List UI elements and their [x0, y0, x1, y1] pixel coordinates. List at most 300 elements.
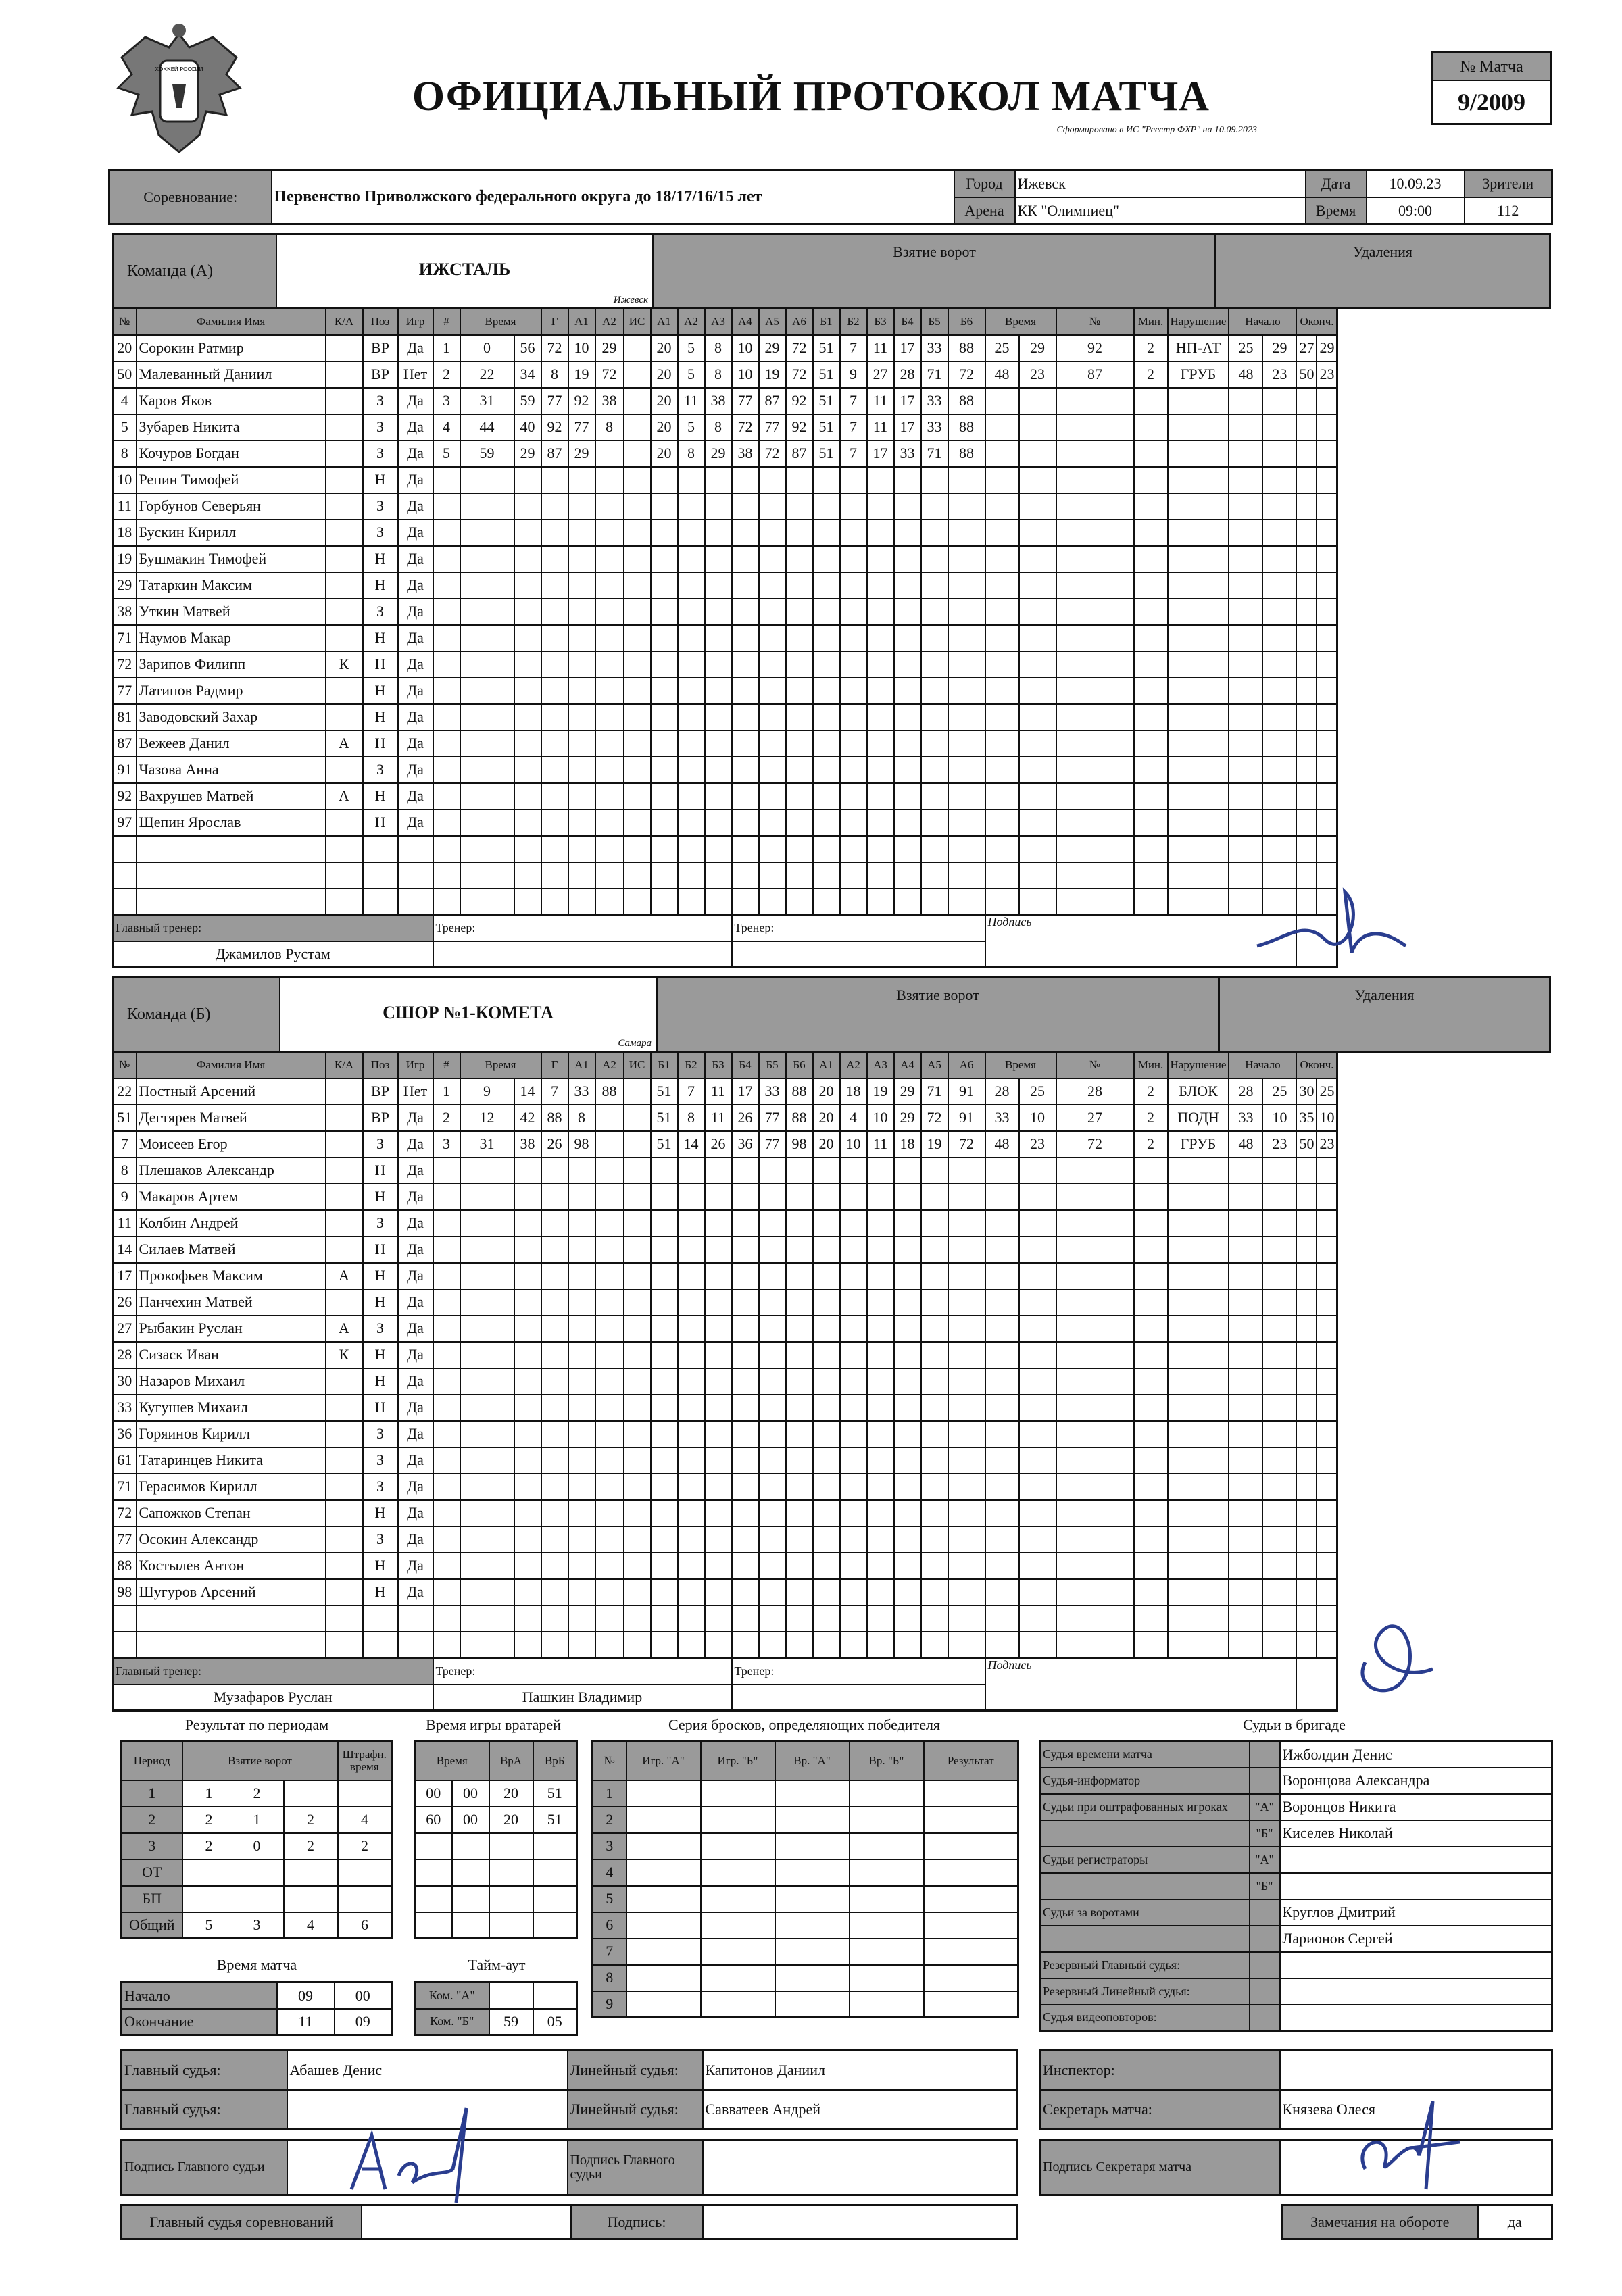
penalty-cell	[1296, 493, 1317, 520]
goal-cell	[867, 520, 894, 546]
goal-cell	[541, 678, 568, 704]
goal-cell: 71	[921, 441, 948, 467]
goal-cell	[514, 757, 541, 783]
player-name: Назаров Михаил	[137, 1368, 326, 1395]
player-number: 27	[113, 1316, 137, 1342]
shootout-num: 6	[593, 1912, 626, 1939]
player-number: 61	[113, 1447, 137, 1474]
penalty-cell	[1168, 493, 1229, 520]
goal-cell	[921, 1316, 948, 1342]
goal-col-header: Г	[541, 309, 568, 335]
penalty-cell	[985, 757, 1019, 783]
penalty-cell: 23	[1262, 1131, 1296, 1157]
goal-cell	[759, 1447, 786, 1474]
page-subtitle: Сформировано в ИС "Реестр ФХР" на 10.09.2023	[1056, 125, 1257, 135]
official-team	[1250, 1926, 1280, 1952]
goal-cell	[568, 520, 595, 546]
penalty-cell	[1134, 493, 1168, 520]
penalty-cell	[1296, 1263, 1317, 1289]
player-number: 91	[113, 757, 137, 783]
goal-cell	[867, 1579, 894, 1605]
goal-cell	[813, 862, 840, 889]
player-captain: К	[326, 1342, 363, 1368]
goal-cell	[541, 1447, 568, 1474]
official-name: Ларионов Сергей	[1280, 1926, 1552, 1952]
goal-cell	[433, 1316, 460, 1342]
goal-cell	[732, 546, 759, 572]
goal-cell	[840, 678, 867, 704]
goal-cell: 98	[568, 1131, 595, 1157]
goal-col-header: А2	[595, 309, 624, 335]
player-captain	[326, 889, 363, 915]
official-role: Судьи при оштрафованных игроках	[1040, 1794, 1250, 1820]
shootout-cell	[924, 1860, 1018, 1886]
penalty-cell	[1019, 546, 1056, 572]
team-b-section	[112, 976, 1551, 1713]
arena-label: Арена	[954, 197, 1015, 224]
goal-cell	[595, 783, 624, 809]
player-position: Н	[363, 678, 398, 704]
goal-cell	[705, 704, 732, 730]
line-ref-1-label: Линейный судья:	[568, 2051, 703, 2090]
shootout-row	[593, 1886, 1018, 1912]
penalty-cell	[1296, 1474, 1317, 1500]
goal-cell	[894, 1342, 921, 1368]
penalty-cell	[1262, 1184, 1296, 1210]
goal-cell	[786, 599, 813, 625]
goal-cell: 14	[678, 1131, 705, 1157]
goal-cell	[433, 1237, 460, 1263]
player-plays: Да	[398, 388, 433, 414]
goal-cell	[840, 783, 867, 809]
goal-cell: 71	[921, 361, 948, 388]
penalty-cell	[1229, 467, 1262, 493]
goal-cell	[678, 889, 705, 915]
shootout-cell	[775, 1780, 850, 1807]
player-row	[113, 1237, 1337, 1263]
goal-cell	[786, 1157, 813, 1184]
player-captain: А	[326, 1263, 363, 1289]
official-name	[1280, 2005, 1552, 2031]
goal-cell	[921, 467, 948, 493]
goal-col-header: Б4	[732, 1052, 759, 1078]
penalty-cell	[1056, 1579, 1134, 1605]
player-position: З	[363, 388, 398, 414]
goal-cell: 29	[759, 335, 786, 361]
goal-cell	[678, 1184, 705, 1210]
goal-cell	[948, 1605, 985, 1632]
player-position: Н	[363, 467, 398, 493]
goal-cell	[678, 757, 705, 783]
goal-cell	[541, 1579, 568, 1605]
player-position	[363, 862, 398, 889]
goal-cell	[595, 1184, 624, 1210]
penalty-cell	[1168, 1237, 1229, 1263]
team-a-goals-header: Взятие ворот	[652, 233, 1216, 309]
penalty-cell	[1019, 678, 1056, 704]
goal-cell: 51	[813, 335, 840, 361]
penalty-cell	[1229, 1553, 1262, 1579]
goal-cell: 88	[948, 388, 985, 414]
goal-cell	[705, 599, 732, 625]
goal-cell	[568, 1237, 595, 1263]
period-goals-b: 2	[253, 1785, 261, 1802]
timeout-a-s	[533, 1982, 577, 2009]
goal-cell	[786, 1500, 813, 1526]
goal-cell	[433, 1342, 460, 1368]
goal-col-header: А2	[678, 309, 705, 335]
chief-ref-label: Главный судья соревнований	[122, 2205, 362, 2239]
goal-cell	[813, 1237, 840, 1263]
penalty-cell: 30	[1296, 1078, 1317, 1105]
goal-cell	[541, 1395, 568, 1421]
player-row	[113, 783, 1337, 809]
goal-cell	[948, 809, 985, 836]
official-name: Киселев Николай	[1280, 1820, 1552, 1847]
coach-2-name	[732, 1684, 985, 1711]
goal-cell	[840, 651, 867, 678]
goal-cell	[732, 757, 759, 783]
penalty-cell	[985, 414, 1019, 441]
goal-cell: 12	[460, 1105, 514, 1131]
penalty-cell	[1229, 1605, 1262, 1632]
goal-cell	[705, 1237, 732, 1263]
goal-cell	[948, 1632, 985, 1658]
goal-cell	[433, 520, 460, 546]
goal-cell	[595, 1342, 624, 1368]
goal-cell	[705, 809, 732, 836]
penalty-cell: ПОДН	[1168, 1105, 1229, 1131]
goal-cell	[867, 1316, 894, 1342]
goal-cell: 17	[894, 335, 921, 361]
goalie-cell	[489, 1833, 533, 1860]
penalty-cell	[1134, 546, 1168, 572]
penalty-cell	[1262, 625, 1296, 651]
shootout-cell	[850, 1939, 924, 1965]
penalty-cell	[1134, 1342, 1168, 1368]
player-position: Н	[363, 1157, 398, 1184]
penalty-cell	[1296, 388, 1317, 414]
goal-cell: 2	[433, 361, 460, 388]
player-captain	[326, 546, 363, 572]
goal-col-header: А4	[894, 1052, 921, 1078]
player-position: Н	[363, 783, 398, 809]
penalty-cell	[1262, 520, 1296, 546]
goal-cell	[568, 678, 595, 704]
penalty-cell	[1019, 651, 1056, 678]
player-row	[113, 730, 1337, 757]
penalty-cell	[1317, 1447, 1337, 1474]
goal-cell	[514, 572, 541, 599]
player-plays: Да	[398, 599, 433, 625]
goal-cell: 9	[840, 361, 867, 388]
goal-cell	[813, 783, 840, 809]
player-name: Щепин Ярослав	[137, 809, 326, 836]
player-position	[363, 1605, 398, 1632]
penalty-cell	[1056, 1368, 1134, 1395]
goal-cell	[595, 1579, 624, 1605]
goal-cell	[840, 599, 867, 625]
goal-cell	[541, 467, 568, 493]
penalty-cell	[1056, 599, 1134, 625]
player-plays: Да	[398, 1368, 433, 1395]
goal-cell: 87	[541, 441, 568, 467]
penalty-cell	[1262, 467, 1296, 493]
goal-cell	[460, 1553, 514, 1579]
goal-cell	[786, 546, 813, 572]
player-name: Латипов Радмир	[137, 678, 326, 704]
goal-cell	[921, 889, 948, 915]
penalty-cell	[1168, 1316, 1229, 1342]
coach-1-label: Тренер:	[433, 1658, 732, 1684]
goal-cell	[732, 1368, 759, 1395]
goal-cell	[705, 1553, 732, 1579]
pen-col-header: Оконч.	[1296, 1052, 1337, 1078]
penalty-cell	[985, 1632, 1019, 1658]
goal-cell	[541, 1342, 568, 1368]
goal-cell	[460, 836, 514, 862]
goal-cell	[840, 1447, 867, 1474]
goalie-cell: 51	[533, 1807, 577, 1833]
penalty-cell	[1134, 1184, 1168, 1210]
goal-cell	[867, 862, 894, 889]
penalty-cell	[1317, 1553, 1337, 1579]
player-plays: Да	[398, 651, 433, 678]
goal-cell: 7	[840, 441, 867, 467]
player-plays: Да	[398, 1105, 433, 1131]
goal-cell	[948, 678, 985, 704]
shootout-cell	[924, 1807, 1018, 1833]
penalty-cell	[1262, 1474, 1296, 1500]
goal-cell	[595, 546, 624, 572]
roster-col-header: Фамилия Имя	[137, 1052, 326, 1078]
goalie-title: Время игры вратарей	[426, 1716, 561, 1733]
goal-cell: 11	[705, 1078, 732, 1105]
goal-cell	[921, 1632, 948, 1658]
penalty-cell	[1262, 1368, 1296, 1395]
goal-cell	[705, 520, 732, 546]
penalty-cell	[1296, 1447, 1317, 1474]
main-ref-sign-label: Подпись Главного судьи	[122, 2140, 287, 2195]
goal-cell	[624, 1447, 651, 1474]
goal-cell	[759, 809, 786, 836]
goalie-cell	[533, 1886, 577, 1912]
player-row	[113, 414, 1337, 441]
player-name	[137, 1632, 326, 1658]
goal-cell	[786, 1263, 813, 1289]
period-pen-a	[284, 1860, 338, 1886]
player-number	[113, 836, 137, 862]
goal-cell	[651, 1421, 678, 1447]
goal-cell	[624, 783, 651, 809]
goal-cell	[786, 572, 813, 599]
goal-cell	[541, 1157, 568, 1184]
goal-cell	[514, 1237, 541, 1263]
goal-cell	[840, 625, 867, 651]
goal-cell	[840, 1289, 867, 1316]
goal-cell	[678, 1395, 705, 1421]
goal-cell	[759, 1316, 786, 1342]
goal-cell	[568, 836, 595, 862]
period-goals-a: 2	[205, 1811, 213, 1828]
goal-cell	[705, 836, 732, 862]
shootout-cell	[701, 1939, 775, 1965]
penalty-cell	[1229, 1421, 1262, 1447]
goal-cell: 42	[514, 1105, 541, 1131]
pen-col-header: Нарушение	[1168, 309, 1229, 335]
goal-cell	[678, 1210, 705, 1237]
timeout-b-s: 05	[533, 2009, 577, 2035]
penalty-cell	[1134, 783, 1168, 809]
goal-cell	[894, 1368, 921, 1395]
penalty-cell	[1262, 809, 1296, 836]
goal-cell	[948, 467, 985, 493]
team-a-section	[112, 233, 1551, 970]
goal-cell	[514, 651, 541, 678]
goal-cell	[595, 1263, 624, 1289]
goal-cell	[624, 625, 651, 651]
official-row	[1040, 1794, 1552, 1820]
goal-cell: 87	[786, 441, 813, 467]
goal-cell	[624, 1342, 651, 1368]
match-end-m: 09	[335, 2009, 392, 2035]
goal-cell	[705, 1210, 732, 1237]
goal-cell	[705, 1157, 732, 1184]
goal-cell	[732, 1263, 759, 1289]
penalty-cell	[1229, 520, 1262, 546]
goal-col-header: А6	[948, 1052, 985, 1078]
goal-cell	[433, 467, 460, 493]
goal-cell	[948, 730, 985, 757]
goal-cell	[678, 467, 705, 493]
goal-cell	[651, 1184, 678, 1210]
goal-cell	[460, 572, 514, 599]
penalty-cell	[1229, 678, 1262, 704]
goal-cell	[433, 809, 460, 836]
official-role: Резервный Главный судья:	[1040, 1952, 1250, 1978]
shootout-cell	[850, 1807, 924, 1833]
penalty-cell: 10	[1019, 1105, 1056, 1131]
player-row	[113, 1184, 1337, 1210]
goal-cell	[514, 1474, 541, 1500]
penalty-cell	[1296, 1368, 1317, 1395]
goal-cell	[651, 546, 678, 572]
team-b-goals-header: Взятие ворот	[656, 976, 1220, 1053]
goal-cell	[541, 651, 568, 678]
goal-cell: 10	[867, 1105, 894, 1131]
goal-cell	[651, 651, 678, 678]
goal-cell	[433, 493, 460, 520]
penalty-cell	[1229, 836, 1262, 862]
goal-cell	[732, 836, 759, 862]
player-position: Н	[363, 651, 398, 678]
player-position: Н	[363, 704, 398, 730]
penalty-cell	[1229, 1263, 1262, 1289]
penalty-cell	[1019, 1632, 1056, 1658]
goal-cell	[894, 1553, 921, 1579]
player-plays: Да	[398, 678, 433, 704]
goal-cell	[624, 862, 651, 889]
official-name	[1280, 1952, 1552, 1978]
goal-cell	[541, 1289, 568, 1316]
penalty-cell: 28	[1229, 1078, 1262, 1105]
goal-cell	[514, 836, 541, 862]
goal-cell	[595, 441, 624, 467]
goal-cell: 17	[732, 1078, 759, 1105]
team-a-city: Ижевск	[613, 295, 648, 305]
goal-cell	[813, 1263, 840, 1289]
penalty-cell	[1056, 1605, 1134, 1632]
goal-cell	[921, 1421, 948, 1447]
goal-cell	[921, 1579, 948, 1605]
goal-cell	[759, 704, 786, 730]
penalty-cell	[985, 730, 1019, 757]
goal-cell	[624, 1316, 651, 1342]
player-position: Н	[363, 1342, 398, 1368]
penalty-cell	[1056, 1500, 1134, 1526]
goal-cell	[433, 836, 460, 862]
goal-cell	[705, 1395, 732, 1421]
goal-cell: 33	[921, 414, 948, 441]
emblem-logo	[112, 20, 247, 162]
player-row	[113, 493, 1337, 520]
goal-cell: 20	[651, 335, 678, 361]
goal-cell	[541, 757, 568, 783]
period-pen-a: 2	[284, 1807, 338, 1833]
shootout-cell	[775, 1991, 850, 2018]
coach-1-label: Тренер:	[433, 915, 732, 941]
penalty-cell: 2	[1134, 335, 1168, 361]
goal-cell	[786, 678, 813, 704]
goal-cell: 1	[433, 335, 460, 361]
official-team: "Б"	[1250, 1820, 1280, 1847]
penalty-cell	[1229, 1474, 1262, 1500]
player-plays: Да	[398, 1157, 433, 1184]
penalty-cell	[985, 1605, 1019, 1632]
penalty-cell: 23	[1019, 1131, 1056, 1157]
coach-2-name	[732, 941, 985, 968]
goal-cell: 33	[759, 1078, 786, 1105]
player-number: 8	[113, 1157, 137, 1184]
pen-col-header: Время	[985, 309, 1056, 335]
goal-cell	[651, 1395, 678, 1421]
goal-cell	[678, 704, 705, 730]
goal-cell	[624, 572, 651, 599]
roster-col-header: №	[113, 309, 137, 335]
penalty-cell	[1262, 1395, 1296, 1421]
player-name: Прокофьев Максим	[137, 1263, 326, 1289]
goal-cell	[786, 889, 813, 915]
goal-cell	[678, 783, 705, 809]
penalty-cell	[1262, 1632, 1296, 1658]
goal-cell	[759, 599, 786, 625]
goal-cell: 56	[514, 335, 541, 361]
player-plays: Да	[398, 1316, 433, 1342]
penalty-cell	[1056, 1184, 1134, 1210]
player-row	[113, 1368, 1337, 1395]
shootout-num: 1	[593, 1780, 626, 1807]
shootout-cell	[775, 1860, 850, 1886]
penalty-cell	[985, 1184, 1019, 1210]
penalty-cell	[985, 836, 1019, 862]
goal-cell	[705, 1289, 732, 1316]
penalty-cell	[1019, 520, 1056, 546]
penalty-cell	[985, 651, 1019, 678]
official-role	[1040, 1820, 1250, 1847]
goalie-cell	[415, 1886, 452, 1912]
goal-cell	[624, 441, 651, 467]
goal-cell	[867, 599, 894, 625]
